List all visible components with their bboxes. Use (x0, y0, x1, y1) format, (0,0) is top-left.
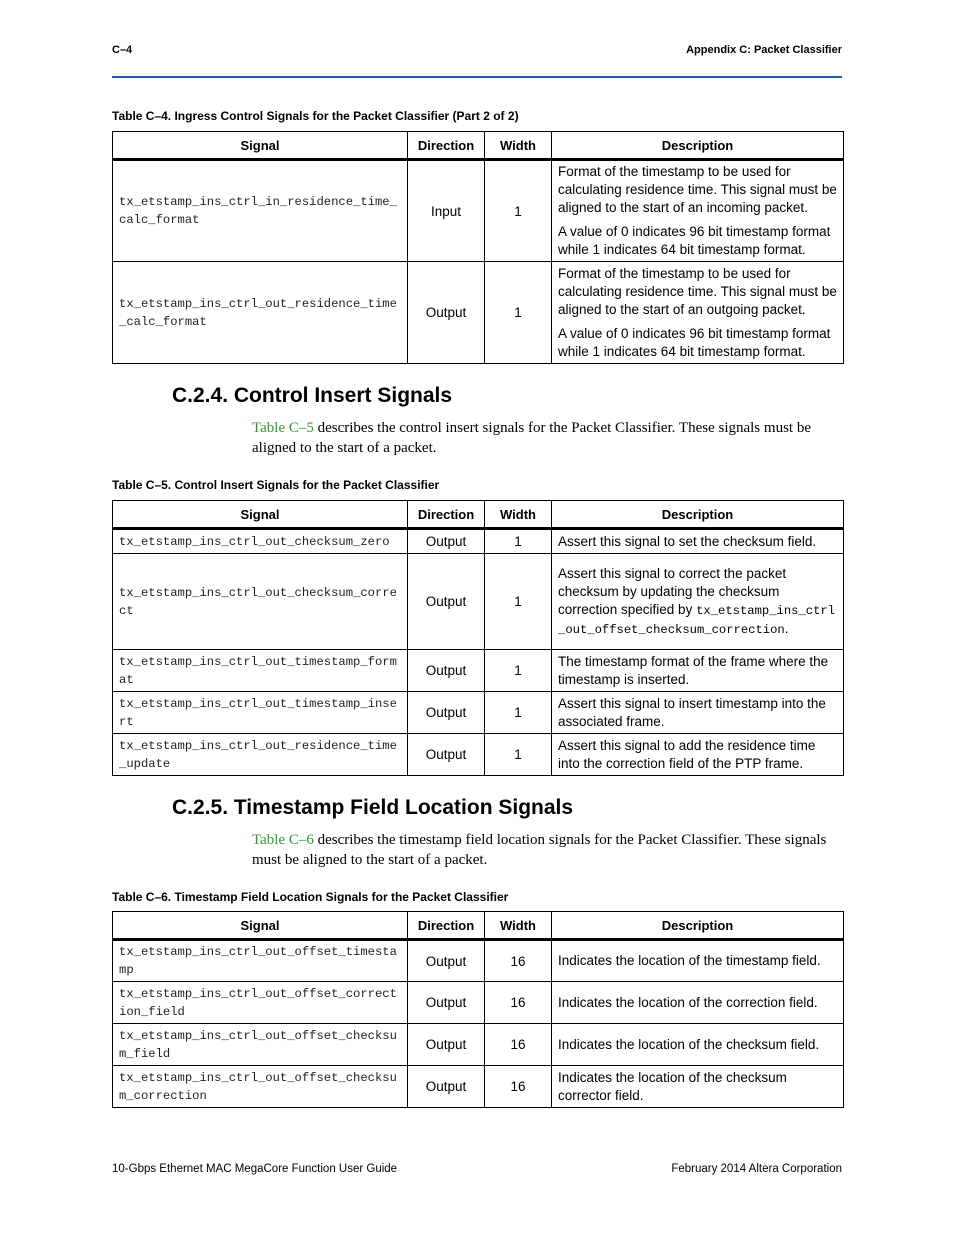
running-section-title: Appendix C: Packet Classifier (686, 44, 842, 56)
table-c6-xref-link[interactable]: Table C–6 (252, 832, 314, 848)
signal-direction: Output (408, 982, 485, 1024)
signal-width: 16 (485, 1066, 552, 1108)
table-c4 (112, 131, 844, 364)
column-header-signal: Signal (113, 912, 408, 940)
column-header-description: Description (552, 912, 844, 940)
description-end: . (784, 620, 789, 636)
signal-name: tx_etstamp_ins_ctrl_out_offset_checksum_correction (113, 1066, 408, 1108)
column-header-direction: Direction (408, 912, 485, 940)
signal-direction: Output (408, 734, 485, 776)
signal-name: tx_etstamp_ins_ctrl_out_residence_time_calc_format (113, 262, 408, 364)
signal-name: tx_etstamp_ins_ctrl_out_checksum_zero (113, 529, 408, 554)
section-heading-c24: C.2.4. Control Insert Signals (172, 384, 453, 407)
table-row (113, 554, 844, 650)
signal-description: The timestamp format of the frame where the timestamp is inserted. (552, 650, 844, 692)
signal-direction: Output (408, 650, 485, 692)
signal-name: tx_etstamp_ins_ctrl_out_timestamp_insert (113, 692, 408, 734)
signal-width: 16 (485, 1024, 552, 1066)
table-row (113, 160, 844, 262)
signal-width: 1 (485, 650, 552, 692)
signal-width: 16 (485, 940, 552, 982)
table-c5-xref-link[interactable]: Table C–5 (252, 420, 314, 436)
table-c5-caption: Table C–5. Control Insert Signals for the Packet Classifier (112, 478, 440, 492)
signal-width: 16 (485, 982, 552, 1024)
column-header-width: Width (485, 912, 552, 940)
signal-width: 1 (485, 262, 552, 364)
description-text: Assert this signal to correct the packet checksum by updating the checksum correction specified by (558, 565, 787, 617)
signal-name: tx_etstamp_ins_ctrl_out_offset_checksum_field (113, 1024, 408, 1066)
table-row (113, 1066, 844, 1108)
signal-description (552, 262, 844, 364)
signal-name: tx_etstamp_ins_ctrl_out_offset_timestamp (113, 940, 408, 982)
page-number: C–4 (112, 44, 133, 56)
signal-direction: Output (408, 692, 485, 734)
signal-width: 1 (485, 554, 552, 650)
signal-width: 1 (485, 734, 552, 776)
footer-document-title: 10-Gbps Ethernet MAC MegaCore Function User Guide (112, 1163, 398, 1175)
section-c24-intro (252, 418, 842, 458)
intro-text: describes the control insert signals for the Packet Classifier. These signals must be aligned to the start of a packet. (252, 420, 811, 456)
column-header-width: Width (485, 132, 552, 160)
table-row (113, 692, 844, 734)
intro-text: describes the timestamp field location signals for the Packet Classifier. These signals must be aligned to the start of a packet. (252, 832, 827, 868)
table-c4-caption: Table C–4. Ingress Control Signals for the Packet Classifier (Part 2 of 2) (112, 109, 519, 123)
column-header-width: Width (485, 501, 552, 529)
description-paragraph: Format of the timestamp to be used for calculating residence time. This signal must be aligned to the start of an outgoing packet. (558, 265, 837, 317)
signal-description: Assert this signal to insert timestamp into the associated frame. (552, 692, 844, 734)
signal-name: tx_etstamp_ins_ctrl_out_offset_correction_field (113, 982, 408, 1024)
signal-name: tx_etstamp_ins_ctrl_out_timestamp_format (113, 650, 408, 692)
table-header-row (113, 912, 844, 940)
description-paragraph: A value of 0 indicates 96 bit timestamp format while 1 indicates 64 bit timestamp format. (558, 325, 831, 359)
description-paragraph: Format of the timestamp to be used for calculating residence time. This signal must be aligned to the start of an incoming packet. (558, 164, 837, 215)
signal-direction: Output (408, 529, 485, 554)
signal-width: 1 (485, 692, 552, 734)
table-row (113, 734, 844, 776)
description-signal-reference: tx_etstamp_ins_ctrl_out_offset_checksum_correction (558, 603, 836, 637)
signal-width: 1 (485, 529, 552, 554)
section-heading-c25: C.2.5. Timestamp Field Location Signals (172, 796, 574, 819)
table-row (113, 650, 844, 692)
column-header-signal: Signal (113, 501, 408, 529)
table-c6 (112, 911, 844, 1108)
table-c6-caption: Table C–6. Timestamp Field Location Signals for the Packet Classifier (112, 890, 509, 904)
column-header-description: Description (552, 501, 844, 529)
signal-direction: Output (408, 262, 485, 364)
table-c5 (112, 500, 844, 776)
signal-description: Indicates the location of the checksum field. (552, 1024, 844, 1066)
signal-direction: Output (408, 1066, 485, 1108)
signal-name: tx_etstamp_ins_ctrl_out_residence_time_update (113, 734, 408, 776)
signal-direction: Output (408, 940, 485, 982)
column-header-direction: Direction (408, 132, 485, 160)
footer-date-company: February 2014 Altera Corporation (671, 1163, 842, 1175)
section-c25-intro (252, 830, 842, 870)
table-row (113, 529, 844, 554)
column-header-description: Description (552, 132, 844, 160)
signal-direction: Output (408, 1024, 485, 1066)
signal-direction: Input (408, 160, 485, 262)
signal-description: Indicates the location of the correction field. (552, 982, 844, 1024)
signal-description: Indicates the location of the checksum corrector field. (552, 1066, 844, 1108)
signal-direction: Output (408, 554, 485, 650)
signal-description: Assert this signal to set the checksum field. (552, 529, 844, 554)
page-header (112, 40, 842, 78)
table-header-row (113, 501, 844, 529)
column-header-signal: Signal (113, 132, 408, 160)
signal-description: Assert this signal to add the residence time into the correction field of the PTP frame. (552, 734, 844, 776)
signal-name: tx_etstamp_ins_ctrl_in_residence_time_calc_format (113, 160, 408, 262)
table-row (113, 262, 844, 364)
signal-width: 1 (485, 160, 552, 262)
table-row (113, 940, 844, 982)
table-row (113, 982, 844, 1024)
signal-description (552, 554, 844, 650)
signal-description (552, 160, 844, 262)
signal-name: tx_etstamp_ins_ctrl_out_checksum_correct (113, 554, 408, 650)
description-paragraph: A value of 0 indicates 96 bit timestamp format while 1 indicates 64 bit timestamp format. (558, 224, 831, 257)
table-row (113, 1024, 844, 1066)
signal-description: Indicates the location of the timestamp field. (552, 940, 844, 982)
column-header-direction: Direction (408, 501, 485, 529)
table-header-row (113, 132, 844, 160)
